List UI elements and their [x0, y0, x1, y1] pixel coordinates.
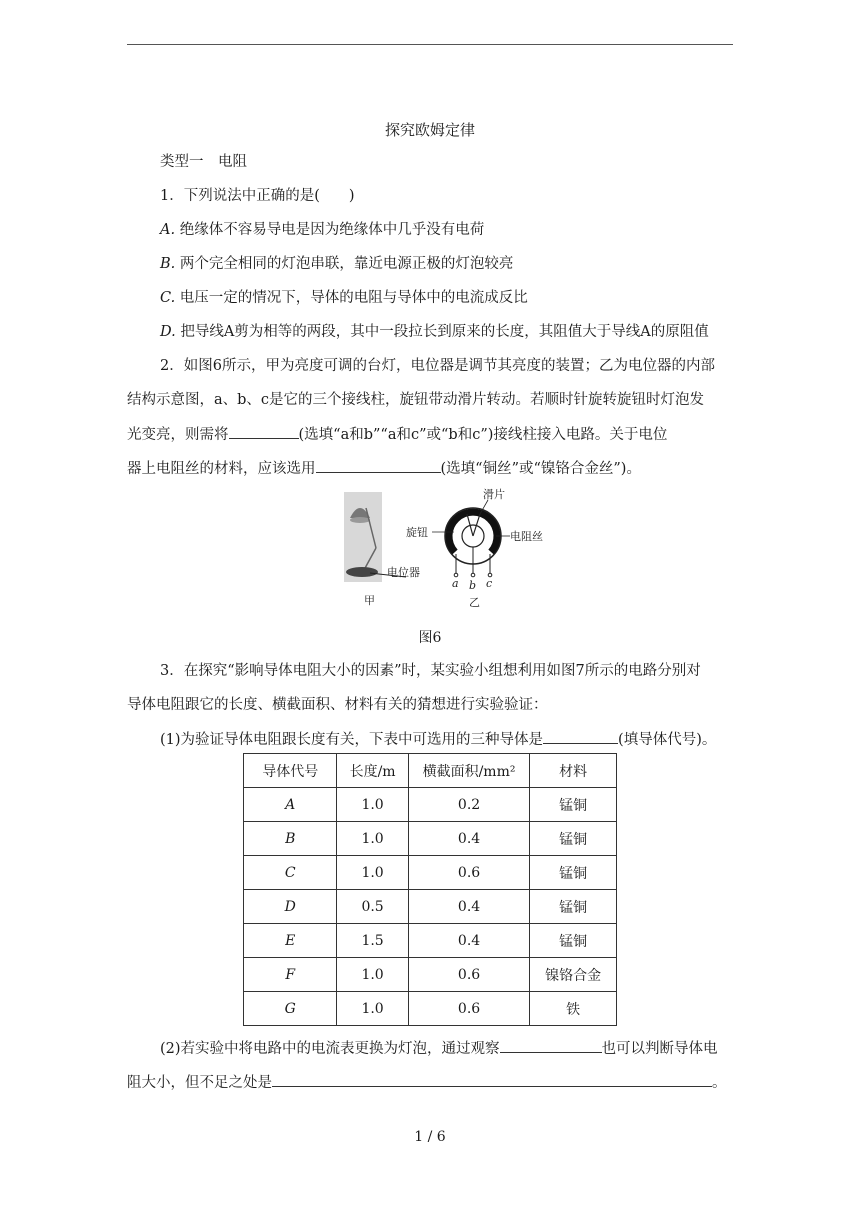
wire-label: 电阻丝: [510, 530, 543, 543]
q3-text: 阻大小，但不足之处是: [127, 1075, 272, 1091]
cell: 1.0: [337, 822, 408, 856]
cell: 锰铜: [530, 856, 617, 890]
cell: 1.0: [337, 992, 408, 1026]
cell: C: [244, 856, 337, 890]
page-number: 1 / 6: [414, 1129, 446, 1145]
cell: 锰铜: [530, 924, 617, 958]
desk-lamp-photo: [344, 492, 420, 607]
terminal-a: a: [452, 577, 459, 590]
slider-label: 滑片: [483, 488, 505, 501]
col-header: 长度/m: [337, 754, 408, 788]
knob-label: 旋钮: [406, 526, 428, 539]
q3-sub1: [160, 729, 716, 750]
header-rule: [127, 44, 733, 45]
answer-blank[interactable]: [500, 1038, 602, 1053]
option-letter: C.: [160, 290, 176, 306]
cell: D: [244, 890, 337, 924]
option-letter: D.: [160, 324, 176, 340]
cell: 锰铜: [530, 822, 617, 856]
q3-text: (1)为验证导体电阻跟长度有关，下表中可选用的三种导体是: [160, 732, 544, 748]
q1-option-a: [160, 220, 484, 240]
q3-text: 。: [712, 1075, 727, 1091]
cell: 1.0: [337, 958, 408, 992]
lamp-label: 电位器: [387, 566, 420, 579]
label-jia: 甲: [364, 594, 375, 607]
cell: 锰铜: [530, 788, 617, 822]
q3-text: (填导体代号)。: [618, 732, 717, 748]
q2-text: 光变亮，则需将: [127, 427, 229, 443]
answer-blank[interactable]: [229, 424, 299, 439]
table-header-row: [244, 754, 617, 788]
potentiometer-diagram: [406, 487, 543, 609]
cell: 1.0: [337, 788, 408, 822]
q3-text: (2)若实验中将电路中的电流表更换为灯泡，通过观察: [160, 1041, 500, 1057]
figure-caption: 图6: [418, 630, 442, 646]
q2-text: 器上电阻丝的材料，应该选用: [127, 461, 316, 477]
q1-option-c: [160, 288, 528, 308]
cell: 1.0: [337, 856, 408, 890]
cell: 1.5: [337, 924, 408, 958]
q1-option-d: [160, 322, 709, 342]
q3-sub2: [160, 1038, 718, 1059]
cell: G: [244, 992, 337, 1026]
cell: 0.2: [408, 788, 530, 822]
table-row: [244, 958, 617, 992]
col-header: 导体代号: [244, 754, 337, 788]
q3-line2: 导体电阻跟它的长度、横截面积、材料有关的猜想进行实验验证：: [127, 697, 548, 713]
table-row: [244, 992, 617, 1026]
cell: 0.6: [408, 958, 530, 992]
section-heading: 类型一 电阻: [160, 154, 247, 170]
cell: 0.6: [408, 856, 530, 890]
cell: A: [244, 788, 337, 822]
option-text: 电压一定的情况下，导体的电阻与导体中的电流成反比: [179, 290, 528, 306]
option-letter: B.: [160, 256, 176, 272]
col-header: 材料: [530, 754, 617, 788]
cell: 0.6: [408, 992, 530, 1026]
cell: 0.4: [408, 924, 530, 958]
cell: F: [244, 958, 337, 992]
q3-sub2-cont: [127, 1072, 727, 1093]
option-text: 把导线A剪为相等的两段，其中一段拉长到原来的长度，其阻值大于导线A的原阻值: [180, 324, 709, 340]
cell: 铁: [530, 992, 617, 1026]
option-text: 两个完全相同的灯泡串联，靠近电源正极的灯泡较亮: [179, 256, 514, 272]
q1-option-b: [160, 254, 513, 274]
cell: 锰铜: [530, 890, 617, 924]
page-title: 探究欧姆定律: [384, 121, 475, 139]
conductor-table: [243, 753, 617, 1026]
table-row: [244, 924, 617, 958]
q2-line1: 2．如图6所示，甲为亮度可调的台灯，电位器是调节其亮度的装置；乙为电位器的内部: [160, 358, 715, 374]
option-letter: A.: [160, 222, 176, 238]
figure-6: [330, 484, 543, 614]
cell: 0.4: [408, 822, 530, 856]
cell: B: [244, 822, 337, 856]
q2-text: (选填“a和b”“a和c”或“b和c”)接线柱接入电路。关于电位: [298, 427, 668, 443]
q2-line3: [127, 424, 667, 445]
option-text: 绝缘体不容易导电是因为绝缘体中几乎没有电荷: [179, 222, 485, 238]
q3-line1: 3．在探究“影响导体电阻大小的因素”时，某实验小组想利用如图7所示的电路分别对: [160, 663, 701, 679]
q2-line2: 结构示意图，a、b、c是它的三个接线柱，旋钮带动滑片转动。若顺时针旋转旋钮时灯泡发: [127, 392, 705, 408]
table-row: [244, 788, 617, 822]
label-yi: 乙: [469, 596, 480, 609]
cell: 镍铬合金: [530, 958, 617, 992]
q1-stem: 1．下列说法中正确的是( ): [160, 188, 355, 204]
cell: E: [244, 924, 337, 958]
cell: 0.4: [408, 890, 530, 924]
answer-blank[interactable]: [272, 1072, 712, 1087]
q2-line4: [127, 458, 641, 479]
col-header: 横截面积/mm²: [408, 754, 530, 788]
answer-blank[interactable]: [543, 729, 618, 744]
cell: 0.5: [337, 890, 408, 924]
terminal-c: c: [486, 577, 493, 590]
answer-blank[interactable]: [316, 458, 441, 473]
q2-text: (选填“铜丝”或“镍铬合金丝”)。: [440, 461, 641, 477]
table-row: [244, 856, 617, 890]
table-row: [244, 822, 617, 856]
terminal-b: b: [469, 579, 477, 592]
q3-text: 也可以判断导体电: [601, 1041, 718, 1057]
table-row: [244, 890, 617, 924]
